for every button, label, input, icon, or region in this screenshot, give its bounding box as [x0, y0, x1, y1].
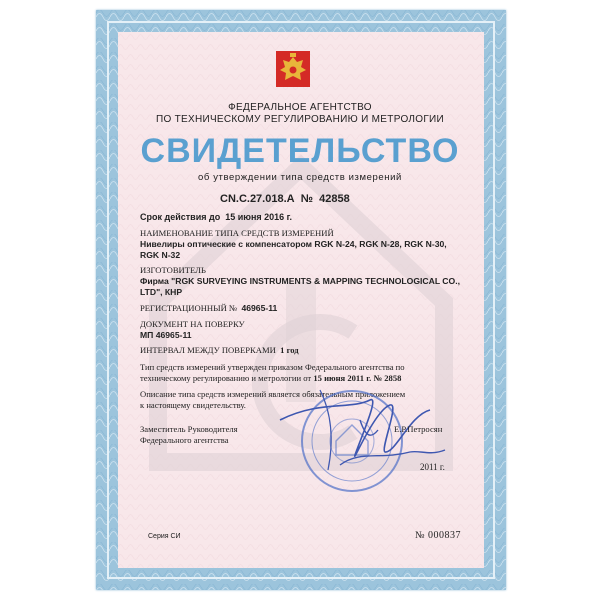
- manufacturer-label: ИЗГОТОВИТЕЛЬ: [140, 265, 206, 275]
- agency-line-1: ФЕДЕРАЛЬНОЕ АГЕНТСТВО: [228, 102, 372, 113]
- interval-label: ИНТЕРВАЛ МЕЖДУ ПОВЕРКАМИ: [140, 345, 276, 355]
- registration-label: РЕГИСТРАЦИОННЫЙ №: [140, 303, 238, 313]
- approval-line-1: Тип средств измерений утвержден приказом Федерального агентства по: [140, 362, 405, 372]
- manufacturer-line-1: Фирма "RGK SURVEYING INSTRUMENTS & MAPPING TECHNOLOGICAL CO.,: [140, 276, 460, 286]
- sign-date: 2011 г.: [420, 462, 445, 472]
- serial-sign: №: [415, 530, 426, 541]
- certificate-number: [220, 193, 350, 205]
- validity-label: Срок действия до: [140, 212, 221, 222]
- validity-date: 15 июня 2016 г.: [225, 212, 293, 222]
- validity-line: [140, 212, 292, 222]
- verification-doc-label: ДОКУМЕНТ НА ПОВЕРКУ: [140, 319, 245, 329]
- interval-line: [140, 345, 299, 355]
- registration-line: [140, 303, 277, 313]
- approval-text: техническому регулированию и метрологии от: [140, 373, 312, 383]
- certificate-document: [96, 10, 506, 590]
- number-sign: №: [300, 193, 313, 205]
- certificate-code: CN.C.27.018.A: [220, 193, 295, 205]
- coat-of-arms-icon: [273, 48, 313, 90]
- series-label: Серия СИ: [148, 533, 181, 540]
- signatory-role-2: Федерального агентства: [140, 435, 229, 445]
- description-line-2: к настоящему свидетельству.: [140, 400, 246, 410]
- certificate-title: СВИДЕТЕЛЬСТВО: [140, 132, 460, 170]
- description-line-1: Описание типа средств измерений является обязательным приложением: [140, 389, 406, 399]
- instrument-line-1: Нивелиры оптические с компенсатором RGK N-24, RGK N-28, RGK N-30,: [140, 239, 447, 249]
- certificate-subtitle: об утверждении типа средств измерений: [198, 172, 402, 183]
- verification-doc-value: МП 46965-11: [140, 330, 192, 340]
- number-value: 42858: [319, 193, 350, 205]
- manufacturer-line-2: LTD", КНР: [140, 287, 183, 297]
- interval-value: 1 год: [280, 345, 299, 355]
- instrument-label: НАИМЕНОВАНИЕ ТИПА СРЕДСТВ ИЗМЕРЕНИЙ: [140, 228, 334, 238]
- agency-line-2: ПО ТЕХНИЧЕСКОМУ РЕГУЛИРОВАНИЮ И МЕТРОЛОГИИ: [155, 114, 445, 125]
- signatory-name: Е.Р.Петросян: [394, 424, 443, 434]
- registration-value: 46965-11: [241, 303, 278, 313]
- signatory-role-1: Заместитель Руководителя: [140, 424, 238, 434]
- serial-number: [415, 530, 461, 541]
- serial-value: 000837: [428, 530, 462, 541]
- approval-date: 15 июня 2011 г.: [313, 373, 372, 383]
- instrument-line-2: RGK N-32: [140, 250, 181, 260]
- approval-order: № 2858: [373, 373, 402, 383]
- signature: [260, 380, 460, 490]
